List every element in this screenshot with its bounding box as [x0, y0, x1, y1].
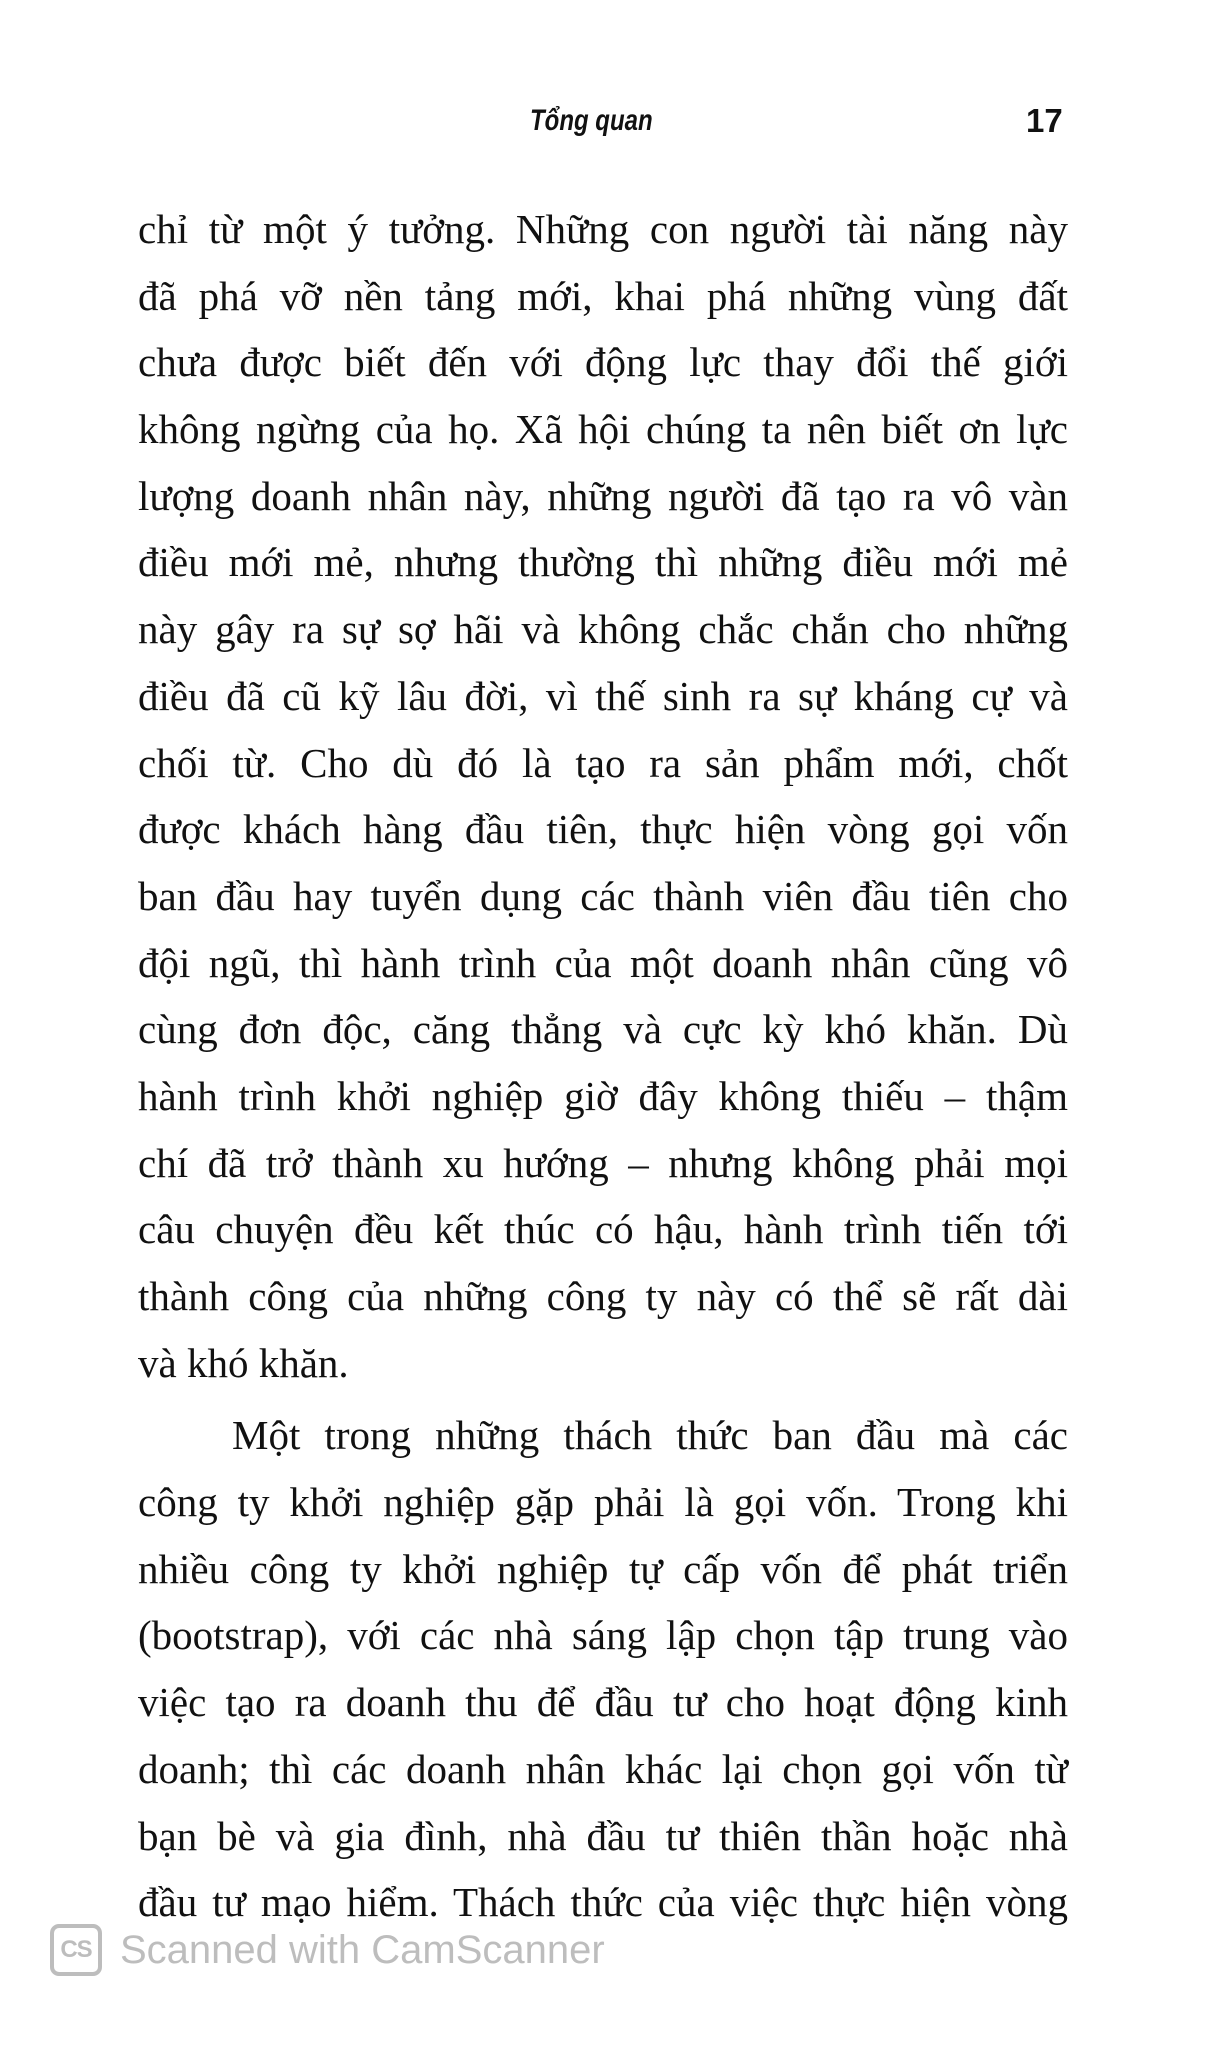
text-line: chí đã trở thành xu hướng – nhưng không phải mọi	[138, 1139, 1068, 1186]
text-line: điều mới mẻ, nhưng thường thì những điều mới mẻ	[138, 539, 1068, 586]
text-line: bạn bè và gia đình, nhà đầu tư thiên thần hoặc nhà	[138, 1812, 1068, 1859]
text-line: điều đã cũ kỹ lâu đời, vì thế sinh ra sự kháng cự và	[138, 672, 1068, 719]
camscanner-watermark	[50, 1920, 605, 1980]
page-header	[0, 104, 1216, 154]
text-line: việc tạo ra doanh thu để đầu tư cho hoạt động kinh	[138, 1679, 1068, 1726]
body-text	[138, 196, 1068, 1936]
text-line: lượng doanh nhân này, những người đã tạo ra vô vàn	[138, 472, 1068, 519]
text-line: ban đầu hay tuyển dụng các thành viên đầu tiên cho	[138, 872, 1068, 919]
text-line: công ty khởi nghiệp gặp phải là gọi vốn. Trong khi	[138, 1479, 1068, 1526]
text-line: chưa được biết đến với động lực thay đổi thế giới	[138, 339, 1068, 386]
text-line: nhiều công ty khởi nghiệp tự cấp vốn để phát triển	[138, 1545, 1068, 1592]
text-line: này gây ra sự sợ hãi và không chắc chắn cho những	[138, 606, 1068, 653]
text-line: được khách hàng đầu tiên, thực hiện vòng gọi vốn	[138, 806, 1068, 853]
text-line: và khó khăn.	[138, 1339, 349, 1386]
text-line: (bootstrap), với các nhà sáng lập chọn tập trung vào	[138, 1612, 1068, 1659]
watermark-text: Scanned with CamScanner	[120, 1927, 605, 1972]
text-line: không ngừng của họ. Xã hội chúng ta nên biết ơn lực	[138, 406, 1068, 453]
text-line: đã phá vỡ nền tảng mới, khai phá những vùng đất	[138, 272, 1068, 319]
page-number: 17	[1026, 102, 1063, 139]
camscanner-logo-icon: CS	[50, 1924, 102, 1976]
chapter-title: Tổng quan	[530, 104, 653, 137]
paragraph	[138, 196, 1068, 1396]
text-line: chỉ từ một ý tưởng. Những con người tài năng này	[138, 206, 1068, 252]
text-line: doanh; thì các doanh nhân khác lại chọn gọi vốn từ	[138, 1745, 1068, 1792]
text-line: câu chuyện đều kết thúc có hậu, hành trình tiến tới	[138, 1206, 1068, 1253]
text-line: hành trình khởi nghiệp giờ đây không thiếu – thậm	[138, 1072, 1068, 1119]
text-line: cùng đơn độc, căng thẳng và cực kỳ khó khăn. Dù	[138, 1006, 1068, 1053]
paragraph	[138, 1402, 1068, 1936]
text-line: đội ngũ, thì hành trình của một doanh nhân cũng vô	[138, 939, 1068, 986]
text-line: đầu tư mạo hiểm. Thách thức của việc thực hiện vòng	[138, 1879, 1068, 1926]
text-line: chối từ. Cho dù đó là tạo ra sản phẩm mới, chốt	[138, 739, 1068, 786]
text-line: Một trong những thách thức ban đầu mà các	[232, 1412, 1068, 1459]
text-line: thành công của những công ty này có thể sẽ rất dài	[138, 1273, 1068, 1319]
